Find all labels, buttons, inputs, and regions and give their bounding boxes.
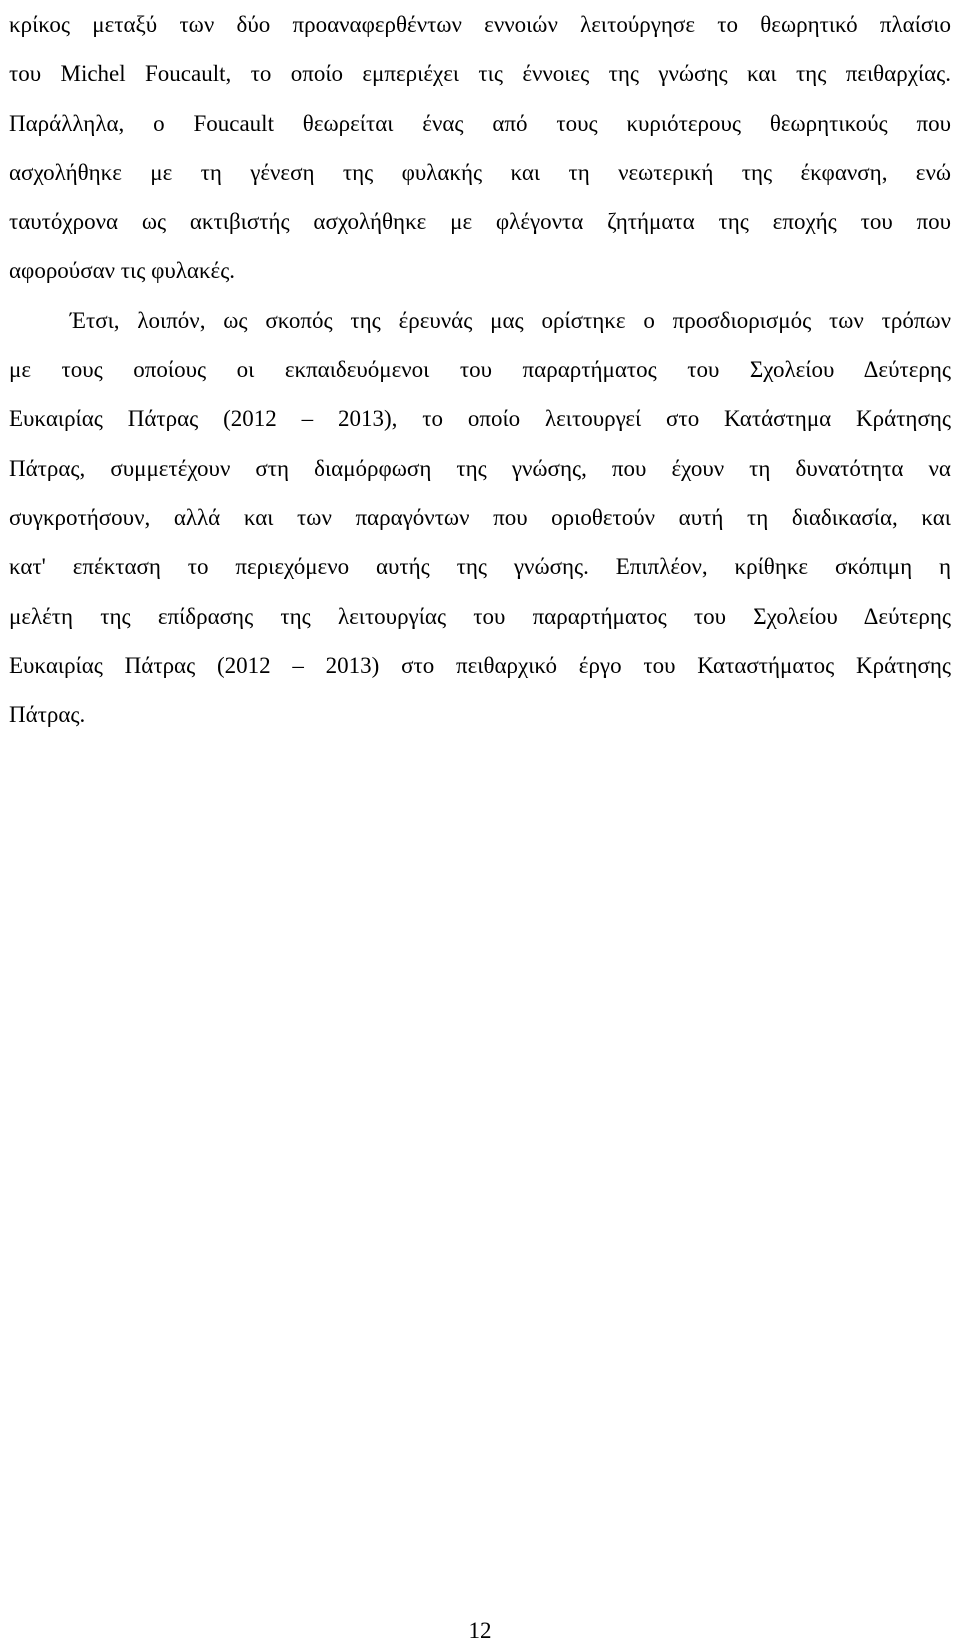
text-line: ταυτόχρονα ως ακτιβιστής ασχολήθηκε με φλέγοντα ζητήματα της εποχής του που xyxy=(9,209,951,235)
text-line: του Michel Foucault, το οποίο εμπεριέχει τις έννοιες της γνώσης και της πειθαρχίας. xyxy=(9,61,951,87)
page-number: 12 xyxy=(468,1618,492,1643)
text-line: κατ' επέκταση το περιεχόμενο αυτής της γνώσης. Επιπλέον, κρίθηκε σκόπιμη η xyxy=(9,554,951,580)
text-line: με τους οποίους οι εκπαιδευόμενοι του παραρτήματος του Σχολείου Δεύτερης xyxy=(9,357,951,383)
text-line: Έτσι, λοιπόν, ως σκοπός της έρευνάς μας ορίστηκε ο προσδιορισμός των τρόπων xyxy=(70,307,951,333)
text-line: μελέτη της επίδρασης της λειτουργίας του παραρτήματος του Σχολείου Δεύτερης xyxy=(9,603,951,629)
paragraph-2 xyxy=(9,296,951,740)
text-line: Ευκαιρίας Πάτρας (2012 – 2013), το οποίο λειτουργεί στο Κατάστημα Κράτησης xyxy=(9,406,951,432)
paragraph-1 xyxy=(9,0,951,296)
page-body xyxy=(9,0,951,739)
text-line: Πάτρας. xyxy=(9,702,86,728)
text-line: ασχολήθηκε με τη γένεση της φυλακής και τη νεωτερική της έκφανση, ενώ xyxy=(9,159,951,185)
text-line: αφορούσαν τις φυλακές. xyxy=(9,258,236,284)
text-line: Πάτρας, συμμετέχουν στη διαμόρφωση της γνώσης, που έχουν τη δυνατότητα να xyxy=(9,455,951,481)
text-line: κρίκος μεταξύ των δύο προαναφερθέντων εννοιών λειτούργησε το θεωρητικό πλαίσιο xyxy=(9,12,951,37)
text-line: Παράλληλα, ο Foucault θεωρείται ένας από τους κυριότερους θεωρητικούς που xyxy=(9,110,951,136)
text-line: Ευκαιρίας Πάτρας (2012 – 2013) στο πειθαρχικό έργο του Καταστήματος Κράτησης xyxy=(9,652,951,678)
text-line: συγκροτήσουν, αλλά και των παραγόντων που οριοθετούν αυτή τη διαδικασία, και xyxy=(9,504,951,530)
